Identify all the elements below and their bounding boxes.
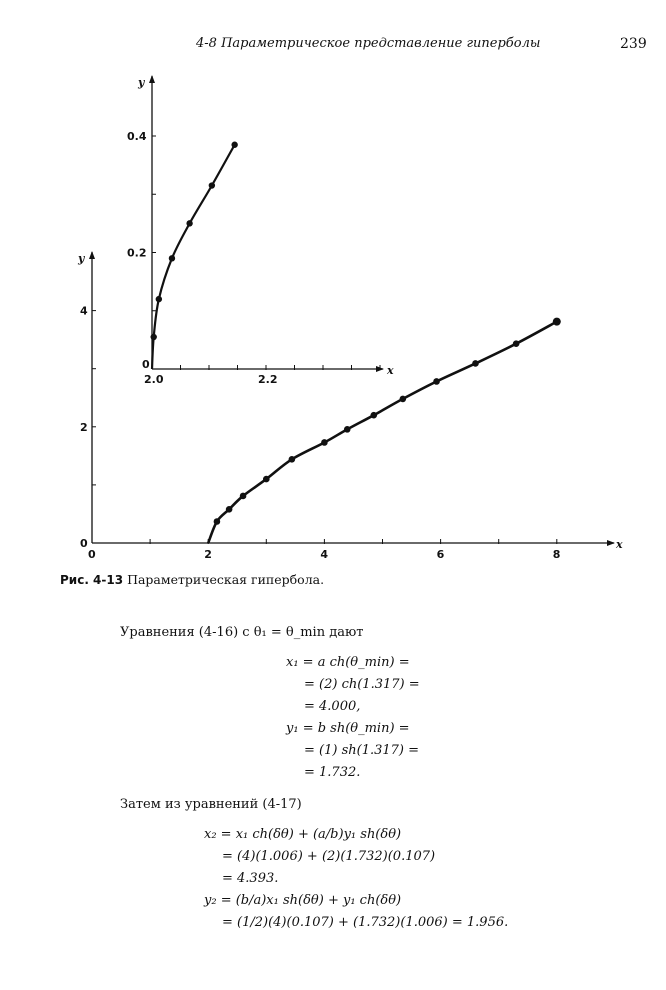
data-point	[472, 360, 479, 367]
inset-data-point	[231, 142, 237, 148]
equation: = (1) sh(1.317) =	[304, 743, 420, 758]
inset-y-tick-label: 0.2	[127, 246, 147, 260]
inset-data-point	[186, 220, 192, 226]
inset-y-axis-label: y	[138, 76, 145, 89]
data-point	[226, 506, 233, 513]
equation: x₂ = x₁ ch(δθ) + (a/b)y₁ sh(δθ)	[204, 827, 402, 842]
equation: = (4)(1.006) + (2)(1.732)(0.107)	[222, 849, 436, 864]
y-tick-label: 4	[80, 304, 88, 318]
x-tick-label: 8	[552, 548, 561, 561]
data-point	[214, 518, 221, 525]
equation: = 4.000,	[304, 699, 361, 714]
equation: y₁ = b sh(θ_min) =	[286, 721, 410, 736]
inset-chart	[127, 76, 394, 386]
y-tick-label: 0	[80, 537, 88, 550]
x-tick-label: 2	[204, 548, 212, 561]
inset-data-point	[169, 255, 175, 261]
equation: y₂ = (b/a)x₁ sh(δθ) + y₁ ch(δθ)	[204, 893, 402, 908]
x-tick-label: 4	[320, 548, 329, 561]
equation: = 4.393.	[222, 871, 279, 886]
running-head: 4-8 Параметрическое представление гиперболы	[196, 36, 541, 51]
inset-data-point	[209, 182, 215, 188]
equation: x₁ = a ch(θ_min) =	[286, 655, 410, 670]
caption-text: Параметрическая гипербола.	[127, 572, 325, 587]
data-point	[433, 378, 440, 385]
inset-data-point	[156, 296, 162, 302]
x-tick-label: 6	[436, 548, 445, 561]
data-point	[289, 456, 296, 463]
data-point	[240, 493, 247, 500]
x-tick-label: 0	[88, 548, 96, 561]
inset-data-point	[151, 334, 157, 340]
data-point	[263, 476, 270, 483]
caption-label: Рис. 4-13	[60, 573, 124, 587]
then-text: Затем из уравнений (4-17)	[120, 797, 302, 812]
data-point	[321, 439, 328, 446]
intro-text: Уравнения (4-16) с θ₁ = θ_min дают	[120, 625, 364, 640]
inset-y-tick-label: 0	[142, 358, 150, 371]
x-axis-label: x	[616, 538, 623, 551]
y-axis-label: y	[78, 252, 85, 265]
equation: = 1.732.	[304, 765, 361, 780]
data-point	[370, 412, 377, 419]
data-point	[553, 318, 561, 326]
y-tick-label: 2	[80, 420, 88, 434]
equation: = (2) ch(1.317) =	[304, 677, 420, 692]
inset-x-axis-label: x	[387, 364, 394, 377]
equation: = (1/2)(4)(0.107) + (1.732)(1.006) = 1.956.	[222, 915, 509, 930]
data-point	[513, 340, 520, 347]
inset-y-tick-label: 0.4	[127, 130, 147, 143]
data-point	[400, 396, 407, 403]
inset-curve	[152, 145, 235, 369]
hyperbola-curve	[208, 322, 557, 543]
figure-caption	[60, 572, 324, 587]
data-point	[344, 426, 351, 433]
inset-x-tick-label: 2.2	[258, 373, 278, 386]
inset-x-tick-label: 2.0	[144, 373, 164, 386]
page-number: 239	[620, 36, 647, 52]
